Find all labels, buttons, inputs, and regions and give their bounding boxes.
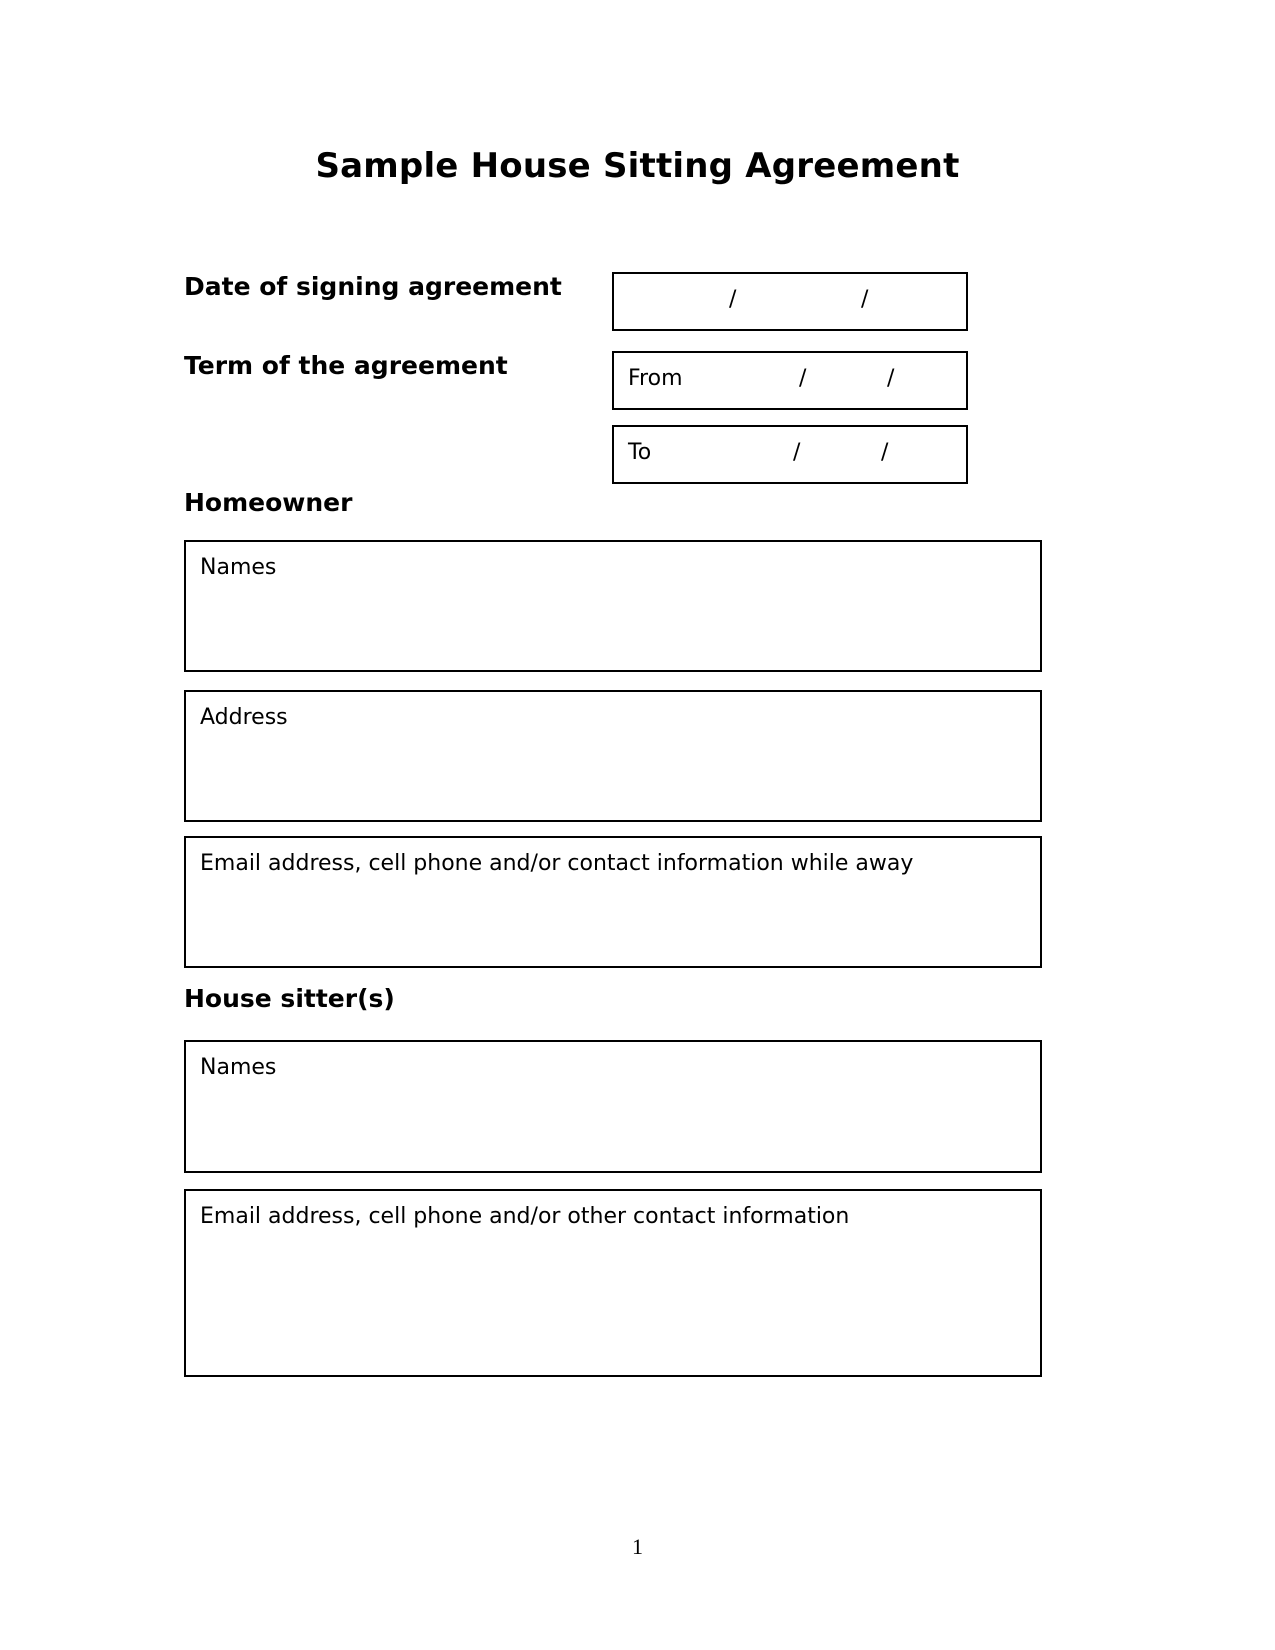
homeowner-contact-field[interactable] (184, 836, 1042, 968)
signing-date-label: Date of signing agreement (184, 272, 562, 301)
term-to-label: To (628, 440, 652, 465)
homeowner-names-label: Names (200, 555, 277, 580)
date-separator: / (861, 287, 869, 312)
house-sitter-contact-label: Email address, cell phone and/or other contact information (200, 1204, 850, 1229)
homeowner-heading: Homeowner (184, 488, 353, 517)
homeowner-names-field[interactable] (184, 540, 1042, 672)
date-separator: / (799, 366, 807, 391)
signing-date-field[interactable] (612, 272, 968, 331)
date-separator: / (887, 366, 895, 391)
house-sitter-contact-field[interactable] (184, 1189, 1042, 1377)
date-separator: / (729, 287, 737, 312)
term-from-label: From (628, 366, 683, 391)
term-to-field[interactable] (612, 425, 968, 484)
page-title: Sample House Sitting Agreement (315, 146, 960, 186)
homeowner-address-field[interactable] (184, 690, 1042, 822)
house-sitter-names-field[interactable] (184, 1040, 1042, 1173)
term-label: Term of the agreement (184, 351, 508, 380)
homeowner-address-label: Address (200, 705, 288, 730)
date-separator: / (793, 440, 801, 465)
date-separator: / (881, 440, 889, 465)
house-sitter-names-label: Names (200, 1055, 277, 1080)
house-sitter-heading: House sitter(s) (184, 984, 395, 1013)
term-from-field[interactable] (612, 351, 968, 410)
page-number: 1 (632, 1534, 643, 1559)
homeowner-contact-label: Email address, cell phone and/or contact information while away (200, 851, 914, 876)
